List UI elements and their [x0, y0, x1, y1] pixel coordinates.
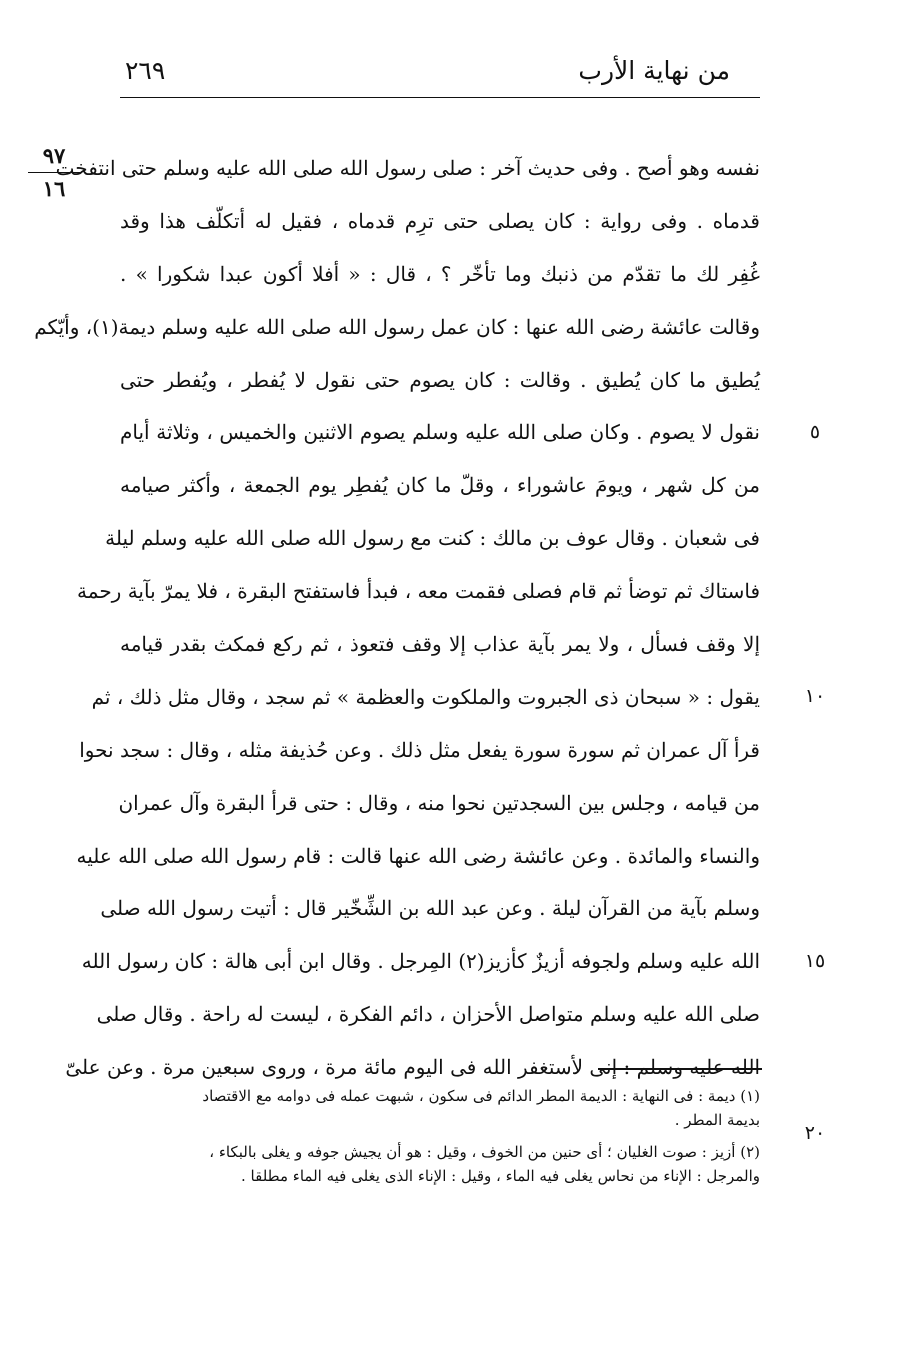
text-line: نقول لا يصوم . وكان صلى الله عليه وسلم يصوم الاثنين والخميس ، وثلاثة أيام — [120, 420, 760, 445]
margin-reference-bottom: ١٦ — [42, 176, 66, 201]
text-line: الله عليه وسلم : إنى لأستغفر الله فى اليوم مائة مرة ، وروى سبعين مرة . وعن علىّ — [65, 1055, 760, 1080]
text-line: فى شعبان . وقال عوف بن مالك : كنت مع رسول الله صلى الله عليه وسلم ليلة — [105, 526, 760, 551]
line-number: ١٥ — [804, 949, 826, 972]
text-line: والنساء والمائدة . وعن عائشة رضى الله عنها قالت : قام رسول الله صلى الله عليه — [76, 843, 760, 868]
text-line: من قيامه ، وجلس بين السجدتين نحوا منه ، وقال : حتى قرأ البقرة وآل عمران — [118, 790, 760, 815]
footnote-rule — [598, 1068, 762, 1070]
text-line: يُطيق ما كان يُطيق . وقالت : كان يصوم حتى نقول لا يُفطر ، ويُفطر حتى — [120, 367, 760, 392]
text-line: يقول : « سبحان ذى الجبروت والملكوت والعظمة » ثم سجد ، وقال مثل ذلك ، ثم — [91, 684, 760, 709]
footnote — [130, 1140, 760, 1188]
page-header — [120, 50, 760, 98]
footnote-line: والمرجل : الإناء من نحاس يغلى فيه الماء ، وقيل : الإناء الذى يغلى فيه الماء مطلقا . — [241, 1167, 760, 1185]
text-line: من كل شهر ، ويومَ عاشوراء ، وقلّ ما كان يُفطِر يوم الجمعة ، وأكثر صيامه — [120, 473, 760, 498]
footnote-line: (٢) أزيز : صوت الغليان ؛ أى حنين من الخوف ، وقيل : هو أن يجيش جوفه و يغلى بالبكاء ، — [209, 1143, 760, 1161]
footnote-line: بديمة المطر . — [674, 1111, 760, 1129]
page-number: ٢٦٩ — [125, 56, 166, 85]
text-line: فاستاك ثم توضأ ثم قام فصلى فقمت معه ، فبدأ فاستفتح البقرة ، فلا يمرّ بآية رحمة — [77, 579, 760, 604]
text-line: إلا وقف فسأل ، ولا يمر بآية عذاب إلا وقف فتعوذ ، ثم ركع فمكث بقدر قيامه — [120, 632, 760, 657]
footnote — [130, 1084, 760, 1132]
line-number: ٢٠ — [804, 1122, 826, 1144]
text-line: وقالت عائشة رضى الله عنها : كان عمل رسول الله صلى الله عليه وسلم ديمة(١)، وأيّكم — [34, 314, 760, 339]
text-line: وسلم بآية من القرآن ليلة . وعن عبد الله بن الشِّخّير قال : أتيت رسول الله صلى — [100, 896, 760, 921]
footnote-line: (١) ديمة : فى النهاية : الديمة المطر الدائم فى سكون ، شبهت عمله فى دوامه مع الاقتصاد — [202, 1087, 760, 1105]
margin-reference-top: ٩٧ — [28, 142, 80, 173]
text-line: غُفِر لك ما تقدّم من ذنبك وما تأخّر ؟ ، قال : « أفلا أكون عبدا شكورا » . — [120, 261, 760, 286]
text-line: نفسه وهو أصح . وفى حديث آخر : صلى رسول الله صلى الله عليه وسلم حتى انتفخت — [55, 156, 760, 180]
text-line: صلى الله عليه وسلم متواصل الأحزان ، دائم الفكرة ، ليست له راحة . وقال صلى — [96, 1002, 760, 1027]
text-line: قرأ آل عمران ثم سورة سورة يفعل مثل ذلك . وعن حُذيفة مثله ، وقال : سجد نحوا — [79, 737, 760, 762]
line-number: ٥ — [809, 420, 821, 443]
text-line: الله عليه وسلم ولجوفه أزيزٌ كأزيز(٢) المِرجل . وقال ابن أبى هالة : كان رسول الله — [81, 949, 760, 974]
text-line: قدماه . وفى رواية : كان يصلى حتى ترِم قدماه ، فقيل له أتكلّف هذا وقد — [120, 208, 760, 233]
footnote-gap — [130, 1132, 760, 1140]
running-title: من نهاية الأرب — [578, 56, 730, 85]
footnotes — [130, 1084, 760, 1188]
line-number: ١٠ — [804, 685, 826, 707]
header-rule — [120, 97, 760, 98]
